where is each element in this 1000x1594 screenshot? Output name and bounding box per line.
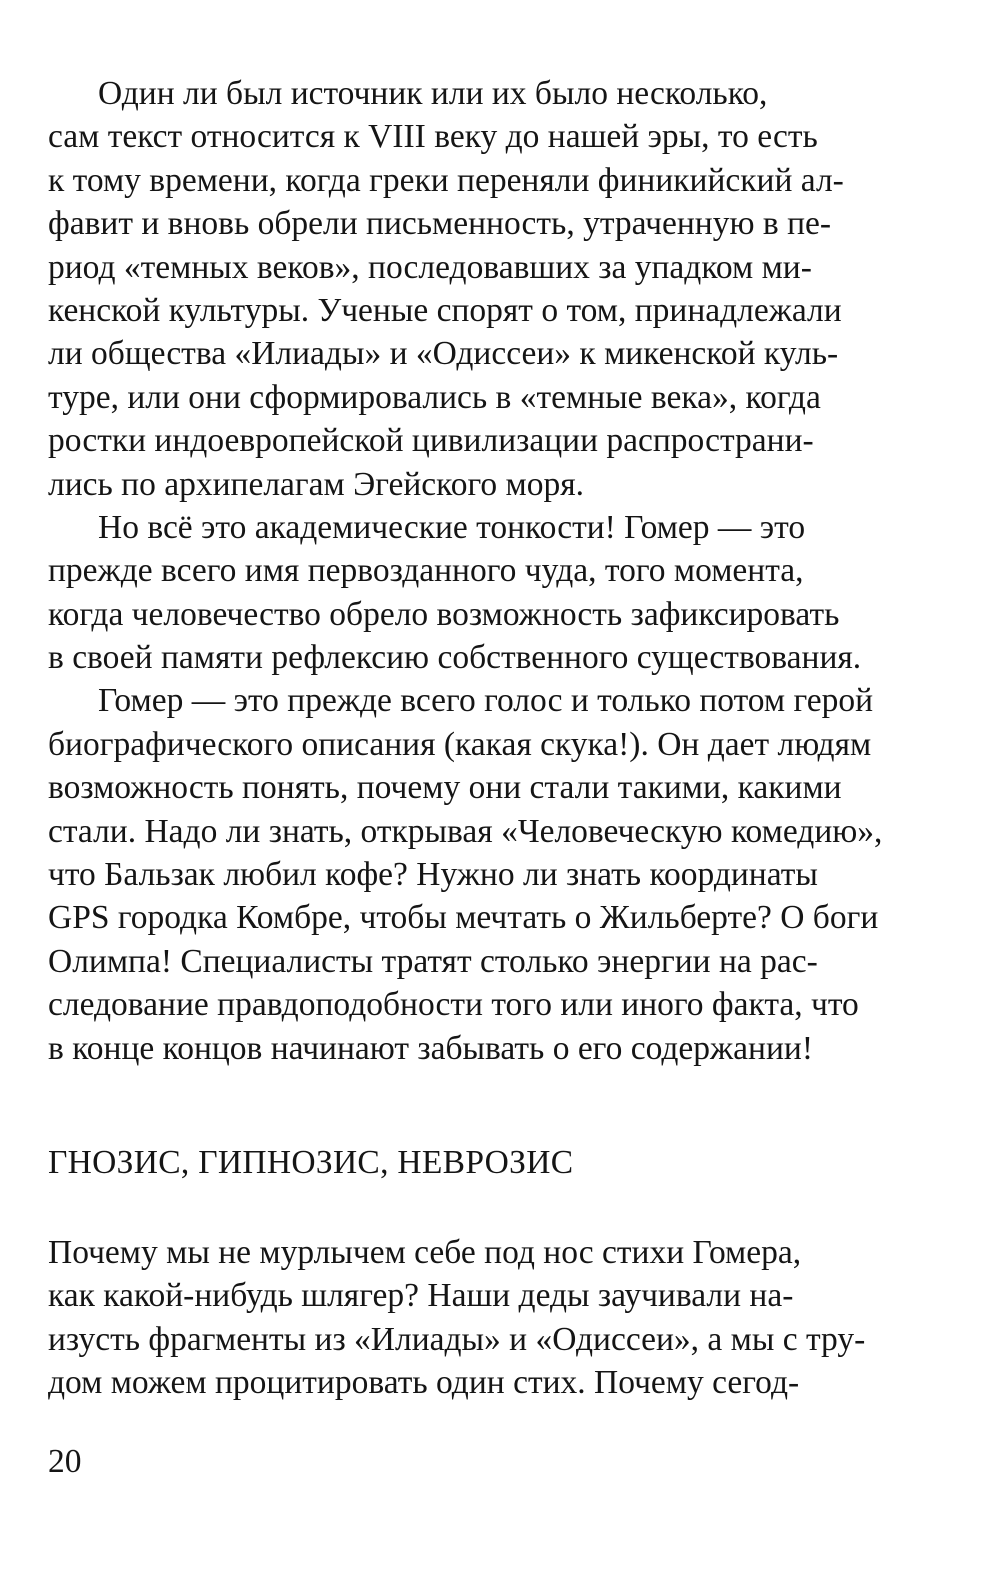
text-line: Олимпа! Специалисты тратят столько энергии на рас- <box>48 942 818 980</box>
text-line: как какой-нибудь шлягер? Наши деды заучивали на- <box>48 1277 794 1315</box>
text-line: сам текст относится к VIII веку до нашей эры, то есть <box>48 118 818 156</box>
text-line: фавит и вновь обрели письменность, утраченную в пе- <box>48 205 832 243</box>
paragraph-4 <box>48 1231 948 1405</box>
text-line: Но всё это академические тонкости! Гомер — это <box>98 508 806 546</box>
text-line: что Бальзак любил кофе? Нужно ли знать координаты <box>48 856 818 894</box>
text-line: в своей памяти рефлексию собственного существования. <box>48 639 862 677</box>
paragraph-1 <box>48 72 948 506</box>
text-line: туре, или они сформировались в «темные века», когда <box>48 378 821 416</box>
text-line: изусть фрагменты из «Илиады» и «Одиссеи», а мы с тру- <box>48 1320 866 1358</box>
page-number: 20 <box>48 1443 82 1480</box>
body-text-top <box>48 72 948 1070</box>
text-line: Почему мы не мурлычем себе под нос стихи Гомера, <box>48 1234 802 1271</box>
text-line: Гомер — это прежде всего голос и только потом герой <box>98 682 874 720</box>
text-line: в конце концов начинают забывать о его содержании! <box>48 1029 813 1067</box>
text-line: дом можем процитировать один стих. Почему сегод- <box>48 1364 800 1402</box>
text-line: когда человечество обрело возможность зафиксировать <box>48 595 840 633</box>
paragraph-2 <box>48 506 948 680</box>
text-line: биографического описания (какая скука!). Он дает людям <box>48 725 872 763</box>
body-text-bottom <box>48 1231 948 1405</box>
text-line: прежде всего имя первозданного чуда, того момента, <box>48 552 804 590</box>
text-line: кенской культуры. Ученые спорят о том, принадлежали <box>48 291 842 329</box>
text-line: ростки индоевропейской цивилизации распространи- <box>48 422 814 460</box>
text-line: риод «темных веков», последовавших за упадком ми- <box>48 248 812 286</box>
text-line: возможность понять, почему они стали такими, какими <box>48 769 842 807</box>
text-line: GPS городка Комбре, чтобы мечтать о Жильберте? О боги <box>48 899 879 937</box>
text-line: Один ли был источник или их было несколько, <box>98 75 768 112</box>
text-line: следование правдоподобности того или иного факта, что <box>48 986 859 1024</box>
text-line: к тому времени, когда греки переняли финикийский ал- <box>48 161 844 199</box>
text-line: лись по архипелагам Эгейского моря. <box>48 465 584 503</box>
section-heading: ГНОЗИС, ГИПНОЗИС, НЕВРОЗИС <box>48 1144 574 1181</box>
text-line: ли общества «Илиады» и «Одиссеи» к микенской куль- <box>48 335 839 373</box>
text-line: стали. Надо ли знать, открывая «Человеческую комедию», <box>48 812 883 850</box>
paragraph-3 <box>48 679 948 1070</box>
